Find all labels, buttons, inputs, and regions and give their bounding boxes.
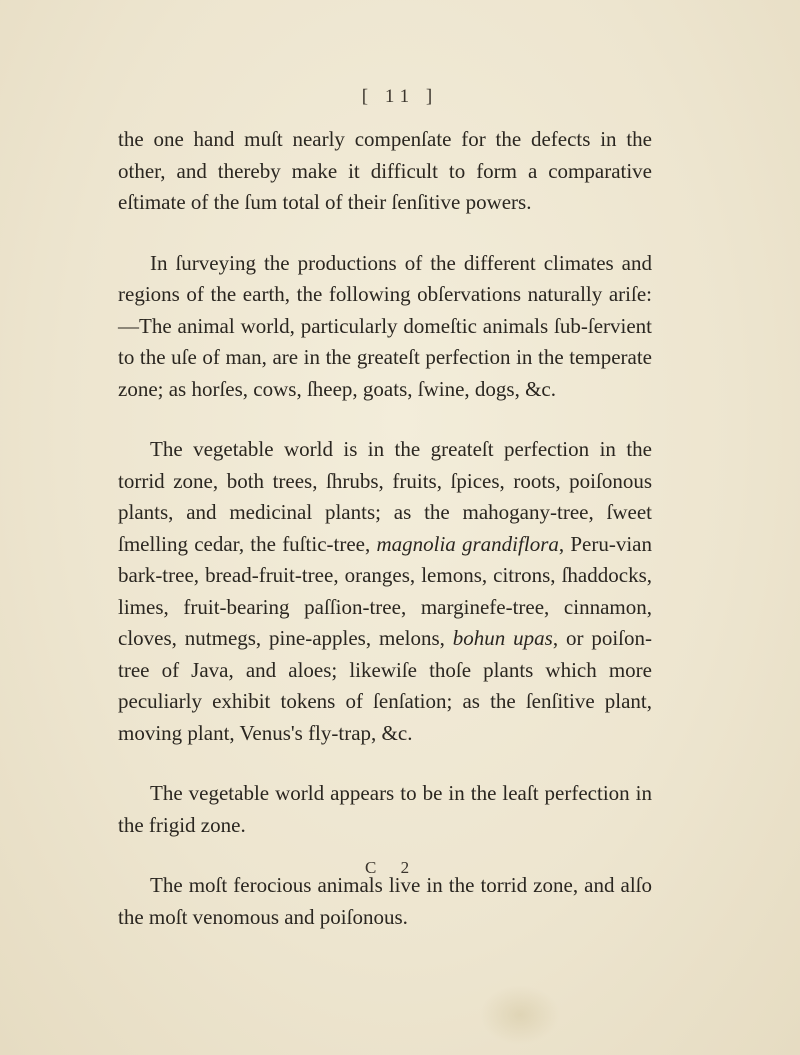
paragraph-continuation: the one hand muſt nearly compenſate for the defects in the other, and thereby make it difficult to form a comparative eſtimate of the ſum total of their ſenſitive powers. — [118, 127, 652, 214]
paragraph-ferocious-animals: The moſt ferocious animals live in the torrid zone, and alſo the moſt venomous and poiſonous. — [118, 873, 652, 929]
page-number: [ 11 ] — [361, 86, 439, 107]
italic-term-magnolia: magnolia grandiflora — [376, 531, 559, 556]
signature-mark: C 2 — [365, 858, 420, 877]
paragraph-vegetable-frigid: The vegetable world appears to be in the leaſt perfection in the frigid zone. — [118, 781, 652, 837]
body-text — [118, 124, 652, 962]
paragraph-vegetable-torrid — [118, 434, 652, 749]
paragraph-text-segment: The vegetable world is in the greateſt perfection in the torrid zone, both trees, ſhrubs, fruits, ſpices, roots, poiſonous plants, and medicinal plants; as the mahogany-tree, ſweet ſmelling cedar, the fuſtic-tree, — [118, 437, 652, 556]
paper-stain — [480, 985, 560, 1045]
paragraph-text-segment: , Peru-vian bark-tree, bread-fruit-tree, oranges, lemons, citrons, ſhaddocks, limes, fruit-bearing paſſion-tree, marginefe-tree, cinnamon, cloves, nutmegs, pine-apples, melons, — [118, 531, 652, 650]
paragraph-text-segment: , or poiſon-tree of Java, and aloes; likewiſe thoſe plants which more peculiarly exhibit tokens of ſenſation; as the ſenſitive plant, moving plant, Venus's fly-trap, &c. — [118, 626, 652, 745]
paragraph-productions: In ſurveying the productions of the different climates and regions of the earth, the following obſervations naturally ariſe:—The animal world, particularly domeſtic animals ſub-ſervient to the uſe of man, are in the greateſt perfection in the temperate zone; as horſes, cows, ſheep, goats, ſwine, dogs, &c. — [118, 250, 652, 401]
italic-term-bohun-upas: bohun upas — [452, 626, 553, 650]
